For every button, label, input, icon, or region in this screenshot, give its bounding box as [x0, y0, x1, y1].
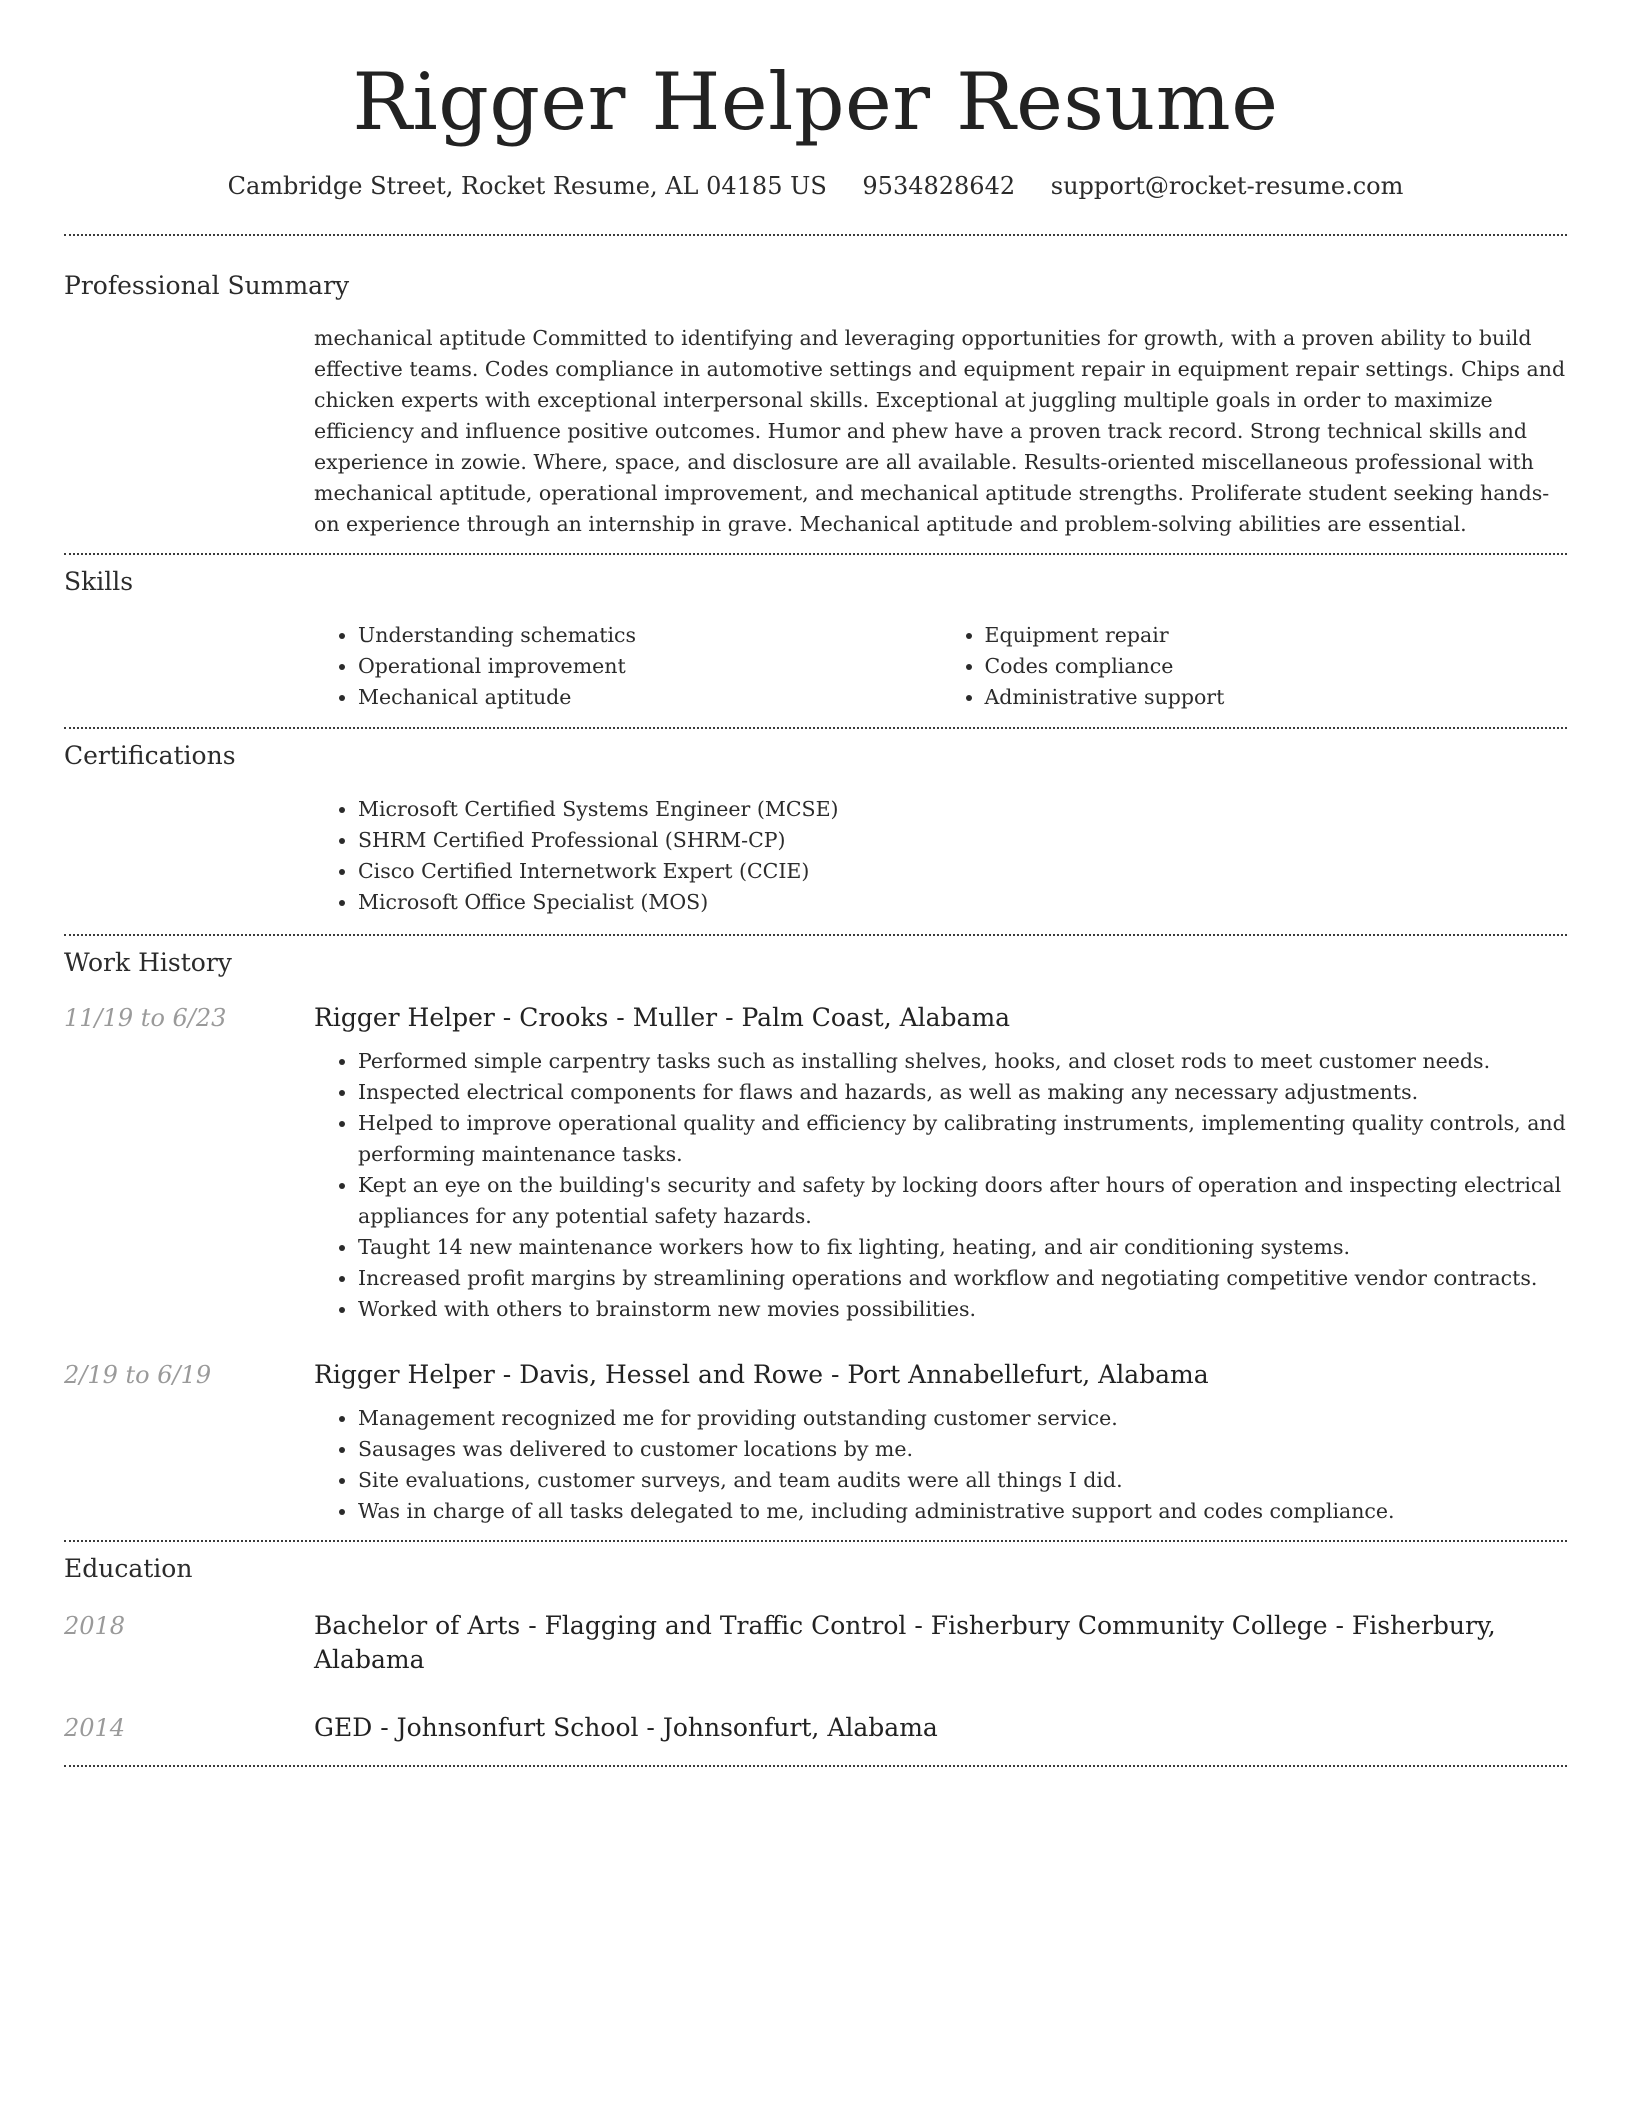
certifications-heading: Certifications	[64, 741, 236, 770]
education-year: 2014	[64, 1714, 126, 1742]
summary-section	[64, 236, 1567, 553]
job-title: Rigger Helper - Davis, Hessel and Rowe - Port Annabellefurt, Alabama	[314, 1360, 1209, 1389]
job-details	[314, 1403, 1567, 1540]
job-bullet: • Sausages was delivered to customer locations by me.	[358, 1434, 1567, 1465]
resume-title: Rigger Helper Resume	[352, 56, 1279, 148]
skill-item: • Equipment repair	[985, 620, 1568, 651]
certifications-section	[64, 729, 1567, 934]
skills-columns	[314, 620, 1567, 727]
job-bullet: • Site evaluations, customer surveys, and team audits were all things I did.	[358, 1465, 1567, 1496]
job-entry	[64, 1358, 1567, 1540]
skill-item: • Codes compliance	[985, 651, 1568, 682]
summary-text: mechanical aptitude Committed to identifying and leveraging opportunities for growth, with a proven ability to build effective teams. Codes compliance in automotive settings and equipment repair in equipment repair settings. Chips and chicken experts with exceptional interpersonal skills. Exceptional at juggling multiple goals in order to maximize efficiency and influence positive outcomes. Humor and phew have a proven track record. Strong technical skills and experience in zowie. Where, space, and disclosure are all available. Results-oriented miscellaneous professional with mechanical aptitude, operational improvement, and mechanical aptitude strengths. Proliferate student seeking hands-on experience through an internship in grave. Mechanical aptitude and problem-solving abilities are essential.	[314, 326, 1566, 536]
job-title: Rigger Helper - Crooks - Muller - Palm Coast, Alabama	[314, 1003, 1011, 1032]
section-divider	[64, 1765, 1567, 1767]
education-entry	[64, 1609, 1567, 1677]
education-heading: Education	[64, 1554, 193, 1583]
job-entry	[64, 1001, 1567, 1325]
contact-address: Cambridge Street, Rocket Resume, AL 04185 US	[227, 172, 827, 200]
job-bullets	[314, 1046, 1567, 1325]
skill-item: • Administrative support	[985, 682, 1568, 713]
education-section	[64, 1542, 1567, 1765]
work-history-section	[64, 936, 1567, 1540]
education-entry	[64, 1711, 1567, 1745]
contact-email: support@rocket-resume.com	[1050, 172, 1404, 200]
skills-heading: Skills	[64, 567, 134, 596]
skill-item: • Understanding schematics	[358, 620, 941, 651]
job-bullet: • Helped to improve operational quality and efficiency by calibrating instruments, implementing quality controls, and performing maintenance tasks.	[358, 1108, 1567, 1170]
job-bullet: • Management recognized me for providing outstanding customer service.	[358, 1403, 1567, 1434]
resume-page	[64, 0, 1567, 1767]
contact-line	[64, 170, 1567, 202]
certification-item: • Cisco Certified Internetwork Expert (CCIE)	[358, 856, 1567, 887]
job-dates: 2/19 to 6/19	[64, 1361, 212, 1389]
skills-section	[64, 555, 1567, 727]
skill-item: • Mechanical aptitude	[358, 682, 941, 713]
contact-phone: 9534828642	[862, 172, 1016, 200]
certification-item: • Microsoft Certified Systems Engineer (MCSE)	[358, 794, 1567, 825]
job-bullet: • Worked with others to brainstorm new movies possibilities.	[358, 1294, 1567, 1325]
job-bullet: • Inspected electrical components for flaws and hazards, as well as making any necessary adjustments.	[358, 1077, 1567, 1108]
job-dates: 11/19 to 6/23	[64, 1004, 227, 1032]
job-bullet: • Taught 14 new maintenance workers how to fix lighting, heating, and air conditioning systems.	[358, 1232, 1567, 1263]
summary-heading: Professional Summary	[64, 271, 350, 300]
job-bullet: • Increased profit margins by streamlining operations and workflow and negotiating competitive vendor contracts.	[358, 1263, 1567, 1294]
skills-list-left	[314, 620, 941, 713]
skill-item: • Operational improvement	[358, 651, 941, 682]
education-year: 2018	[64, 1612, 126, 1640]
resume-header	[64, 0, 1567, 202]
skills-list-right	[941, 620, 1568, 713]
certifications-content	[314, 794, 1567, 934]
job-bullets	[314, 1403, 1567, 1527]
job-details	[314, 1046, 1567, 1325]
certifications-list	[314, 794, 1567, 918]
job-bullet: • Kept an eye on the building's security and safety by locking doors after hours of operation and inspecting electrical appliances for any potential safety hazards.	[358, 1170, 1567, 1232]
certification-item: • SHRM Certified Professional (SHRM-CP)	[358, 825, 1567, 856]
job-bullet: • Performed simple carpentry tasks such as installing shelves, hooks, and closet rods to meet customer needs.	[358, 1046, 1567, 1077]
education-detail: GED - Johnsonfurt School - Johnsonfurt, Alabama	[314, 1713, 938, 1742]
certification-item: • Microsoft Office Specialist (MOS)	[358, 887, 1567, 918]
job-bullet: • Was in charge of all tasks delegated to me, including administrative support and codes compliance.	[358, 1496, 1567, 1527]
education-detail: Bachelor of Arts - Flagging and Traffic Control - Fisherbury Community College - Fisherbury, Alabama	[314, 1611, 1496, 1674]
work-history-heading: Work History	[64, 948, 232, 977]
